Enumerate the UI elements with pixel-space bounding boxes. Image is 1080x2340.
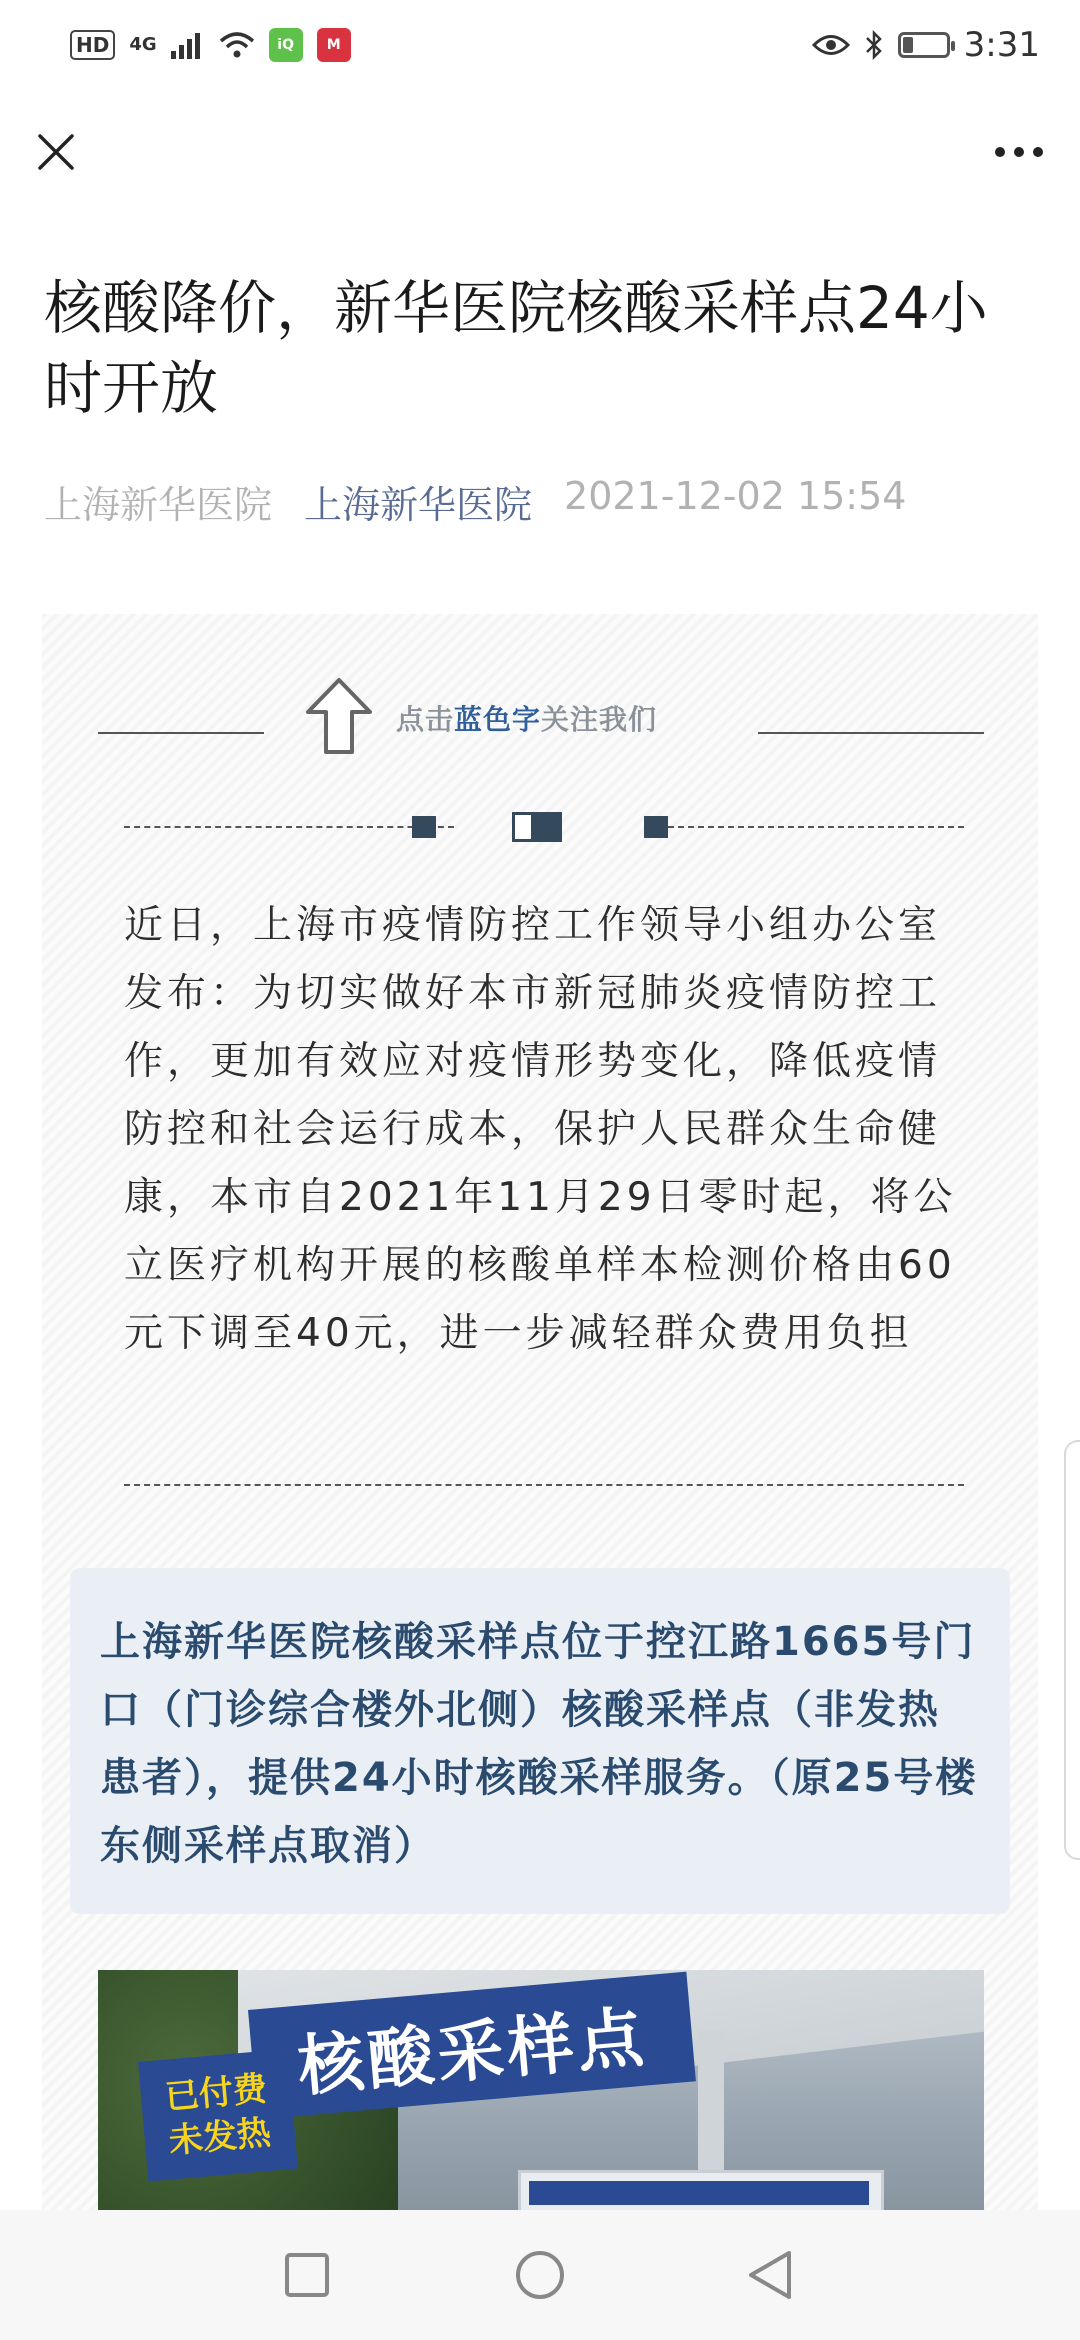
intro-paragraph: 近日，上海市疫情防控工作领导小组办公室发布：为切实做好本市新冠肺炎疫情防控工作，更加有效应对疫情形势变化，降低疫情防控和社会运行成本，保护人民群众生命健康，本市自2021年11月29日零时起，将公立医疗机构开展的核酸单样本检测价格由60元下调至40元，进一步减轻群众费用负担 — [124, 903, 957, 1356]
photo-banner: 核酸采样点 — [248, 1972, 696, 2120]
scroll-handle[interactable] — [1064, 1440, 1080, 1860]
photo-tag — [138, 2049, 298, 2182]
divider-square — [644, 816, 668, 838]
home-button[interactable] — [505, 2240, 575, 2310]
divider-square-large — [534, 812, 562, 842]
article-author: 上海新华医院 — [44, 483, 273, 527]
divider-right — [758, 732, 984, 734]
photo-tag-line1: 已付费 — [163, 2068, 269, 2118]
follow-suffix: 关注我们 — [541, 703, 658, 736]
eye-icon — [812, 32, 850, 58]
divider-square-outline — [512, 812, 534, 842]
battery-icon — [898, 32, 950, 58]
recent-apps-button[interactable] — [272, 2240, 342, 2310]
bluetooth-icon — [864, 29, 884, 61]
publish-datetime: 2021-12-02 15:54 — [564, 474, 907, 518]
dashed-divider-left — [124, 826, 454, 828]
circle-icon — [514, 2249, 566, 2301]
more-button[interactable] — [984, 122, 1054, 182]
square-icon — [283, 2251, 331, 2299]
battery-level — [903, 37, 913, 53]
hd-indicator: HD — [70, 30, 115, 60]
dashed-divider-right — [668, 826, 964, 828]
close-button[interactable] — [26, 122, 86, 182]
divider-left — [98, 732, 264, 734]
back-button[interactable] — [735, 2240, 805, 2310]
status-bar — [0, 0, 1080, 90]
close-icon — [36, 132, 76, 172]
article-title: 核酸降价，新华医院核酸采样点24小时开放 — [44, 274, 988, 422]
follow-highlight: 蓝色字 — [454, 703, 542, 736]
media-app-icon: M — [317, 28, 351, 62]
status-bar-left — [70, 28, 351, 62]
status-bar-right — [812, 25, 1040, 65]
clock: 3:31 — [963, 25, 1040, 65]
network-type: 4G — [129, 34, 157, 55]
iqiyi-app-icon: iQ — [269, 28, 303, 62]
divider-square — [412, 816, 436, 838]
notice-text: 上海新华医院核酸采样点位于控江路1665号门口（门诊综合楼外北侧）核酸采样点（非发热患者），提供24小时核酸采样服务。（原25号楼东侧采样点取消） — [100, 1619, 978, 1869]
system-nav-bar — [0, 2210, 1080, 2340]
content-card — [42, 614, 1038, 2340]
follow-prefix: 点击 — [396, 703, 455, 736]
article-meta — [44, 474, 906, 529]
follow-prompt[interactable] — [396, 698, 657, 738]
photo-tag-line2: 未发热 — [167, 2112, 273, 2162]
more-icon — [995, 147, 1005, 157]
top-nav — [0, 100, 1080, 210]
dashed-divider-bottom — [124, 1484, 964, 1486]
photo-info-board-header — [529, 2181, 869, 2205]
more-icon-dot — [1014, 147, 1024, 157]
wifi-icon — [219, 31, 255, 59]
more-icon-dot — [1033, 147, 1043, 157]
notice-box — [70, 1568, 1010, 1914]
account-link[interactable]: 上海新华医院 — [304, 483, 533, 527]
signal-icon — [171, 31, 205, 59]
back-triangle-icon — [745, 2249, 795, 2301]
up-arrow-icon — [304, 676, 374, 756]
